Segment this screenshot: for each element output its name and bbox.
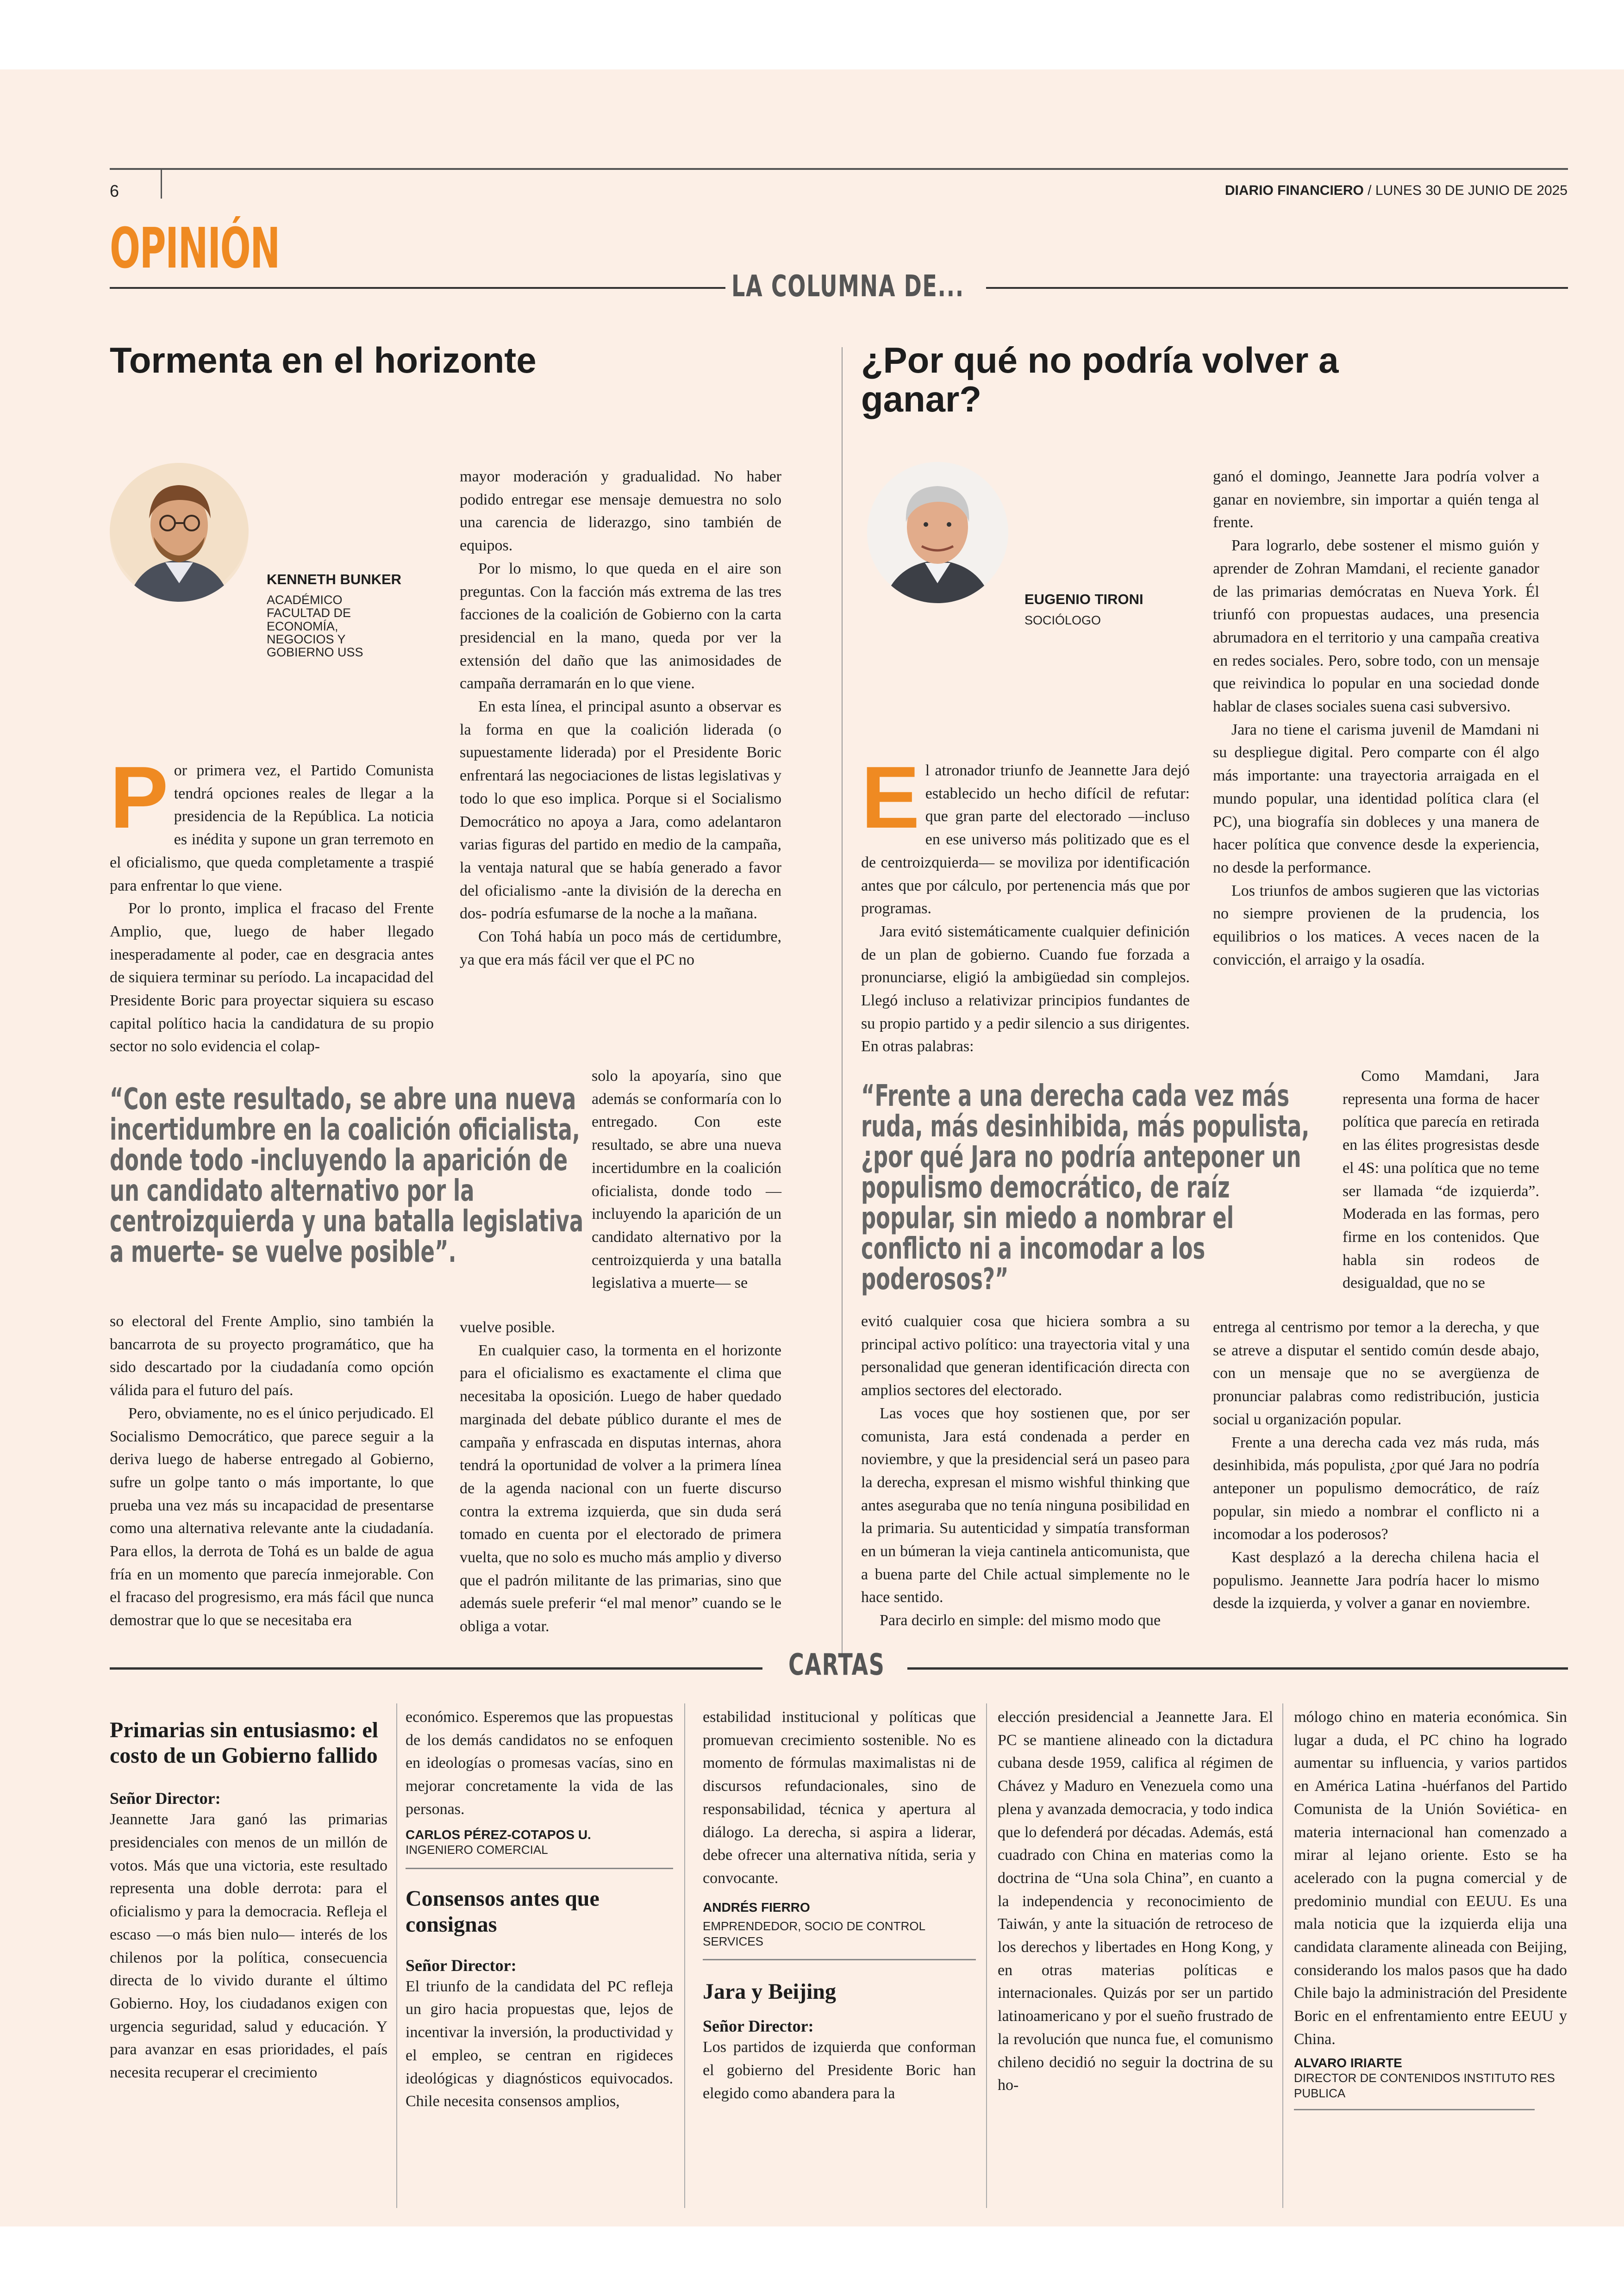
left-col2-bottom: [460, 1316, 781, 1638]
right-paragraph: Las voces que hoy sostienen que, por ser comunista, Jara está condenada a perder en noviembre, y que la presidencial será un paseo para la derecha, expresan el mismo wishful thinking que antes aseguraba que no tenía ninguna posibilidad en la primaria. Su autenticidad y simpatía transforman en un búmeran la vieja cantinela anticomunista, que a buena parte del Chile actual simplemente no le hace sentido.: [861, 1404, 1190, 1606]
letter-3-body-cont2: mólogo chino en materia económica. Sin lugar a duda, el PC chino ha logrado aumentar su influencia, y varios partidos en América Latina -huérfanos del Partido Comunista de la Unión Soviética- en materia internacional han comenzado a mirar al lejano oriente. Esto se ha acelerado con la pugna comercial y de predominio mundial con EEUU. Es una mala noticia que la izquierda elija una candidata claramente alineada con Beijing, considerando los malos pasos que ha dado Chile bajo la administración del Presidente Boric en el enfrentamiento entre EEUU y China.: [1294, 1709, 1567, 2048]
masthead-date: LUNES 30 DE JUNIO DE 2025: [1375, 183, 1568, 198]
left-headline: Tormenta en el horizonte: [110, 340, 537, 380]
section-title: OPINIÓN: [110, 217, 280, 281]
column-header-rule-right: [986, 287, 1568, 289]
letter-3-signature-role: DIRECTOR DE CONTENIDOS INSTITUTO RES PUBLICA: [1294, 2070, 1555, 2101]
letter-1-body-cont: económico. Esperemos que las propuestas de los demás candidatos no se enfoquen en ideologías o promesas vacías, sino en mejorar concretamente la vida de las personas.: [406, 1709, 673, 1818]
right-author-role: SOCIÓLOGO: [1024, 613, 1101, 627]
letter-2-signature-role: EMPRENDEDOR, SOCIO DE CONTROL SERVICES: [703, 1919, 925, 1949]
top-rule: [110, 168, 1568, 170]
newspaper-page: [0, 69, 1624, 2226]
page-number: 6: [110, 181, 119, 200]
left-paragraph: mayor moderación y gradualidad. No haber podido entregar ese mensaje demuestra no solo una carencia de liderazgo, sino también de equipos.: [460, 468, 781, 555]
right-paragraph: Kast desplazó a la derecha chilena hacia el populismo. Jeannette Jara podría hacer lo mismo desde la izquierda, y volver a ganar en noviembre.: [1213, 1549, 1539, 1612]
right-paragraph: entrega al centrismo por temor a la derecha, y que se atreve a disputar el sentido común desde abajo, con un mensaje que no se avergüenza de pronunciar palabras como redistribución, justicia social u organización popular.: [1213, 1319, 1539, 1428]
left-author-role: ACADÉMICO FACULTAD DE ECONOMÍA, NEGOCIOS Y GOBIERNO USS: [267, 593, 363, 660]
left-paragraph: Con Tohá había un poco más de certidumbre, ya que era más fácil ver que el PC no: [460, 928, 781, 968]
right-paragraph: Los triunfos de ambos sugieren que las victorias no siempre provienen de la prudencia, los equilibrios o los matices. A veces nacen de la convicción, el arraigo y la osadía.: [1213, 882, 1539, 968]
right-paragraph: Frente a una derecha cada vez más ruda, más desinhibida, más populista, ¿por qué Jara no podría anteponer un populismo democrático, de raíz popular, sin miedo a nombrar el conflicto ni a incomodar a los poderosos?: [1213, 1434, 1539, 1543]
masthead: DIARIO FINANCIERO / LUNES 30 DE JUNIO DE 2025: [1224, 183, 1568, 198]
left-paragraph: En cualquier caso, la tormenta en el horizonte para el oficialismo es exactamente el clima que necesitaba la oposición. Luego de haber quedado marginada del debate público durante el mes de campaña y enfrascada en disputas internas, ahora tendrá la oportunidad de volver a la primera línea de la agenda nacional con un fuerte discurso contra la extrema izquierda, que sin duda será tomado en cuenta por el electorado de primera vuelta, que no solo es mucho más amplio y diverso que el padrón militante de las primarias, sino que además suele preferir “el mal menor” cuando se le obliga a votar.: [460, 1341, 781, 1635]
left-col2-narrow: [592, 1065, 781, 1295]
letter-2-title: Consensos antes que consignas: [406, 1886, 600, 1937]
right-pullquote: “Frente a una derecha cada vez más ruda, más desinhibida, más populista, ¿por qué Jara no podría anteponer un populismo democrático, de raíz popular, sin miedo a nombrar el conflicto ni a incomodar a los poderosos?”: [861, 1079, 1310, 1297]
right-col2-top: [1213, 465, 1539, 971]
left-paragraph: or primera vez, el Partido Comunista tendrá opciones reales de llegar a la presidencia de la República. La noticia es inédita y supone un gran terremoto en el oficialismo, que queda completamente a traspié para enfrentar lo que viene.: [110, 762, 434, 894]
letters-divider-2: [684, 1703, 685, 2208]
author-photo-bunker: [110, 463, 249, 602]
letter-3-title: Jara y Beijing: [703, 1979, 836, 2004]
letter-separator: [1294, 2109, 1535, 2110]
left-col1-top: [110, 748, 434, 1058]
right-headline: ¿Por qué no podría volver a ganar?: [861, 340, 1339, 420]
letter-2-continued: [703, 1706, 976, 2105]
right-col2-bottom: [1213, 1316, 1539, 1615]
masthead-name: DIARIO FINANCIERO: [1224, 183, 1364, 198]
letter-1-continued: [406, 1706, 673, 2113]
letter-1: [110, 1717, 387, 2084]
article-divider: [842, 347, 843, 1657]
right-paragraph: Como Mamdani, Jara representa una forma de hacer política que parecía en retirada en las élites progresistas desde el 4S: una política que no teme ser llamada “de izquierda”. Moderada en las formas, pero firme en los contenidos. Que habla sin rodeos de desigualdad, que no se: [1343, 1067, 1539, 1292]
letter-2-salutation: Señor Director:: [406, 1956, 517, 1975]
left-paragraph: vuelve posible.: [460, 1319, 555, 1336]
left-dropcap: P: [110, 748, 169, 847]
letter-1-body: Jeannette Jara ganó las primarias presidenciales con menos de un millón de votos. Más que una victoria, este resultado representa una doble derrota: para el oficialismo y para la democracia. Refleja el escaso —o más bien nulo— interés de los chilenos por la política, consecuencia directa de lo vivido durante el último Gobierno. Hoy, los ciudadanos exigen con urgencia seguridad, salud y educación. Y para avanzar en esas prioridades, el país necesita recuperar el crecimiento: [110, 1811, 387, 2082]
letter-1-signature: CARLOS PÉREZ-COTAPOS U.: [406, 1827, 591, 1842]
letters-divider-4: [1282, 1703, 1283, 2208]
letters-divider-1: [396, 1703, 397, 2208]
right-paragraph: ganó el domingo, Jeannette Jara podría volver a ganar en noviembre, sin importar a quién tenga al frente.: [1213, 468, 1539, 531]
right-author-name: EUGENIO TIRONI: [1024, 591, 1143, 607]
letter-1-signature-role: INGENIERO COMERCIAL: [406, 1842, 548, 1857]
left-paragraph: Pero, obviamente, no es el único perjudicado. El Socialismo Democrático, que parece seguir a la deriva luego de haberse entregado al Gobierno, sufre un golpe tanto o más importante, lo que prueba una vez más su incapacidad de presentarse como una alternativa relevante ante la ciudadanía. Para ellos, la derrota de Tohá es un balde de agua fría en un momento que parecía inmejorable. Con el fracaso del progresismo, era más fácil que nunca demostrar que lo que se necesitaba era: [110, 1404, 434, 1629]
right-paragraph: evitó cualquier cosa que hiciera sombra a su principal activo político: una trayectoria vital y una personalidad que generan identificación directa con amplios sectores del electorado.: [861, 1313, 1190, 1399]
page-number-divider: [161, 170, 162, 199]
right-col1-top: [861, 748, 1190, 1058]
letter-3-continued: [998, 1706, 1273, 2097]
left-paragraph: solo la apoyaría, sino que además se conformaría con lo entregado. Con este resultado, se abre una nueva incertidumbre en la coalición oficialista, donde todo —incluyendo la aparición de un candidato alternativo por la centroizquierda y una batalla legislativa a muerte— se: [592, 1067, 781, 1292]
left-paragraph: Por lo pronto, implica el fracaso del Frente Amplio, que, luego de haber llegado inesperadamente al poder, cae en desgracia antes de siquiera terminar su período. La incapacidad del Presidente Boric para proyectar siquiera su escaso capital político hacia la candidatura de su propio sector no solo evidencia el colap-: [110, 900, 434, 1055]
letter-separator: [703, 1959, 976, 1960]
left-col2-top: [460, 465, 781, 971]
letter-2-body-cont: estabilidad institucional y políticas que promuevan crecimiento sostenible. No es momento de fórmulas maximalistas ni de discursos refundacionales, sino de responsabilidad, técnica y apertura al diálogo. La derecha, si aspira a liderar, debe ofrecer una alternativa nítida, seria y convocante.: [703, 1709, 976, 1887]
letter-3-end: [1294, 1706, 1567, 2110]
left-pullquote: “Con este resultado, se abre una nueva incertidumbre en la coalición oficialista, donde todo -incluyendo la aparición de un candidato alternativo por la centroizquierda y una batalla legislativa a muerte- se vuelve posible”.: [110, 1082, 584, 1269]
left-col1-bottom: [110, 1310, 434, 1632]
column-header-rule-left: [110, 287, 725, 289]
left-paragraph: En esta línea, el principal asunto a observar es la forma en que la coalición liderada (o supuestamente liderada) por el Presidente Boric enfrentará las negociaciones de listas legislativas y todo lo que eso implica. Porque si el Socialismo Democrático no apoya a Jara, como adelantaron varias figuras del partido en medio de la campaña, la ventaja natural que se había generado a favor del oficialismo -ante la división de la derecha en dos- podría esfumarse de la noche a la mañana.: [460, 698, 781, 923]
right-dropcap: E: [861, 748, 920, 847]
author-photo-tironi: [867, 462, 1008, 603]
cartas-header: CARTAS: [788, 1648, 885, 1682]
right-paragraph: Jara evitó sistemáticamente cualquier definición de un plan de gobierno. Cuando fue forzada a pronunciarse, eligió la ambigüedad sin complejos. Llegó incluso a relativizar principios fundantes de su propio partido y a pedir silencio a sus dirigentes. En otras palabras:: [861, 923, 1190, 1055]
cartas-rule-left: [110, 1667, 762, 1670]
right-col1-bottom: [861, 1310, 1190, 1632]
letter-1-salutation: Señor Director:: [110, 1789, 221, 1808]
left-paragraph: Por lo mismo, lo que queda en el aire son preguntas. Con la facción más extrema de las tres facciones de la coalición de Gobierno con la carta presidencial en la mano, queda por ver la extensión del daño que las animosidades de campaña derramarán en lo que viene.: [460, 560, 781, 692]
right-paragraph: Jara no tiene el carisma juvenil de Mamdani ni su despliegue digital. Pero comparte con él algo más importante: una trayectoria arraigada en el mundo popular, una identidad política clara (el PC), una biografía sin dobleces y una manera de hacer política que convence desde la experiencia, no desde la performance.: [1213, 721, 1539, 876]
cartas-rule-right: [907, 1667, 1568, 1670]
letter-1-title: Primarias sin entusiasmo: el costo de un Gobierno fallido: [110, 1718, 378, 1768]
letter-3-body: Los partidos de izquierda que conforman el gobierno del Presidente Boric han elegido como abandera para la: [703, 2039, 976, 2102]
letter-2-body: El triunfo de la candidata del PC refleja un giro hacia propuestas que, lejos de incentivar la inversión, la productividad y el empleo, se centran en rigideces ideológicas y diagnósticos equivocados. Chile necesita consensos amplios,: [406, 1977, 673, 2110]
letter-3-body-cont: elección presidencial a Jeannette Jara. El PC se mantiene alineado con la dictadura cubana desde 1959, califica al régimen de Chávez y Maduro en Venezuela como una plena y avanzada democracia, y todo indica que lo defenderá por décadas. Además, está cuadrado con China en materias como la doctrina de “Una sola China”, en cuanto a la independencia y reconocimiento de Taiwán, y ante la situación de retroceso de los derechos y libertades en Hong Kong, y en otras materias políticas e internacionales. Quizás por ser un partido latinoamericano y por el sueño frustrado de la revolución que nunca fue, el comunismo chileno decidió no seguir la doctrina de su ho-: [998, 1709, 1273, 2094]
column-header: LA COLUMNA DE...: [731, 269, 964, 304]
letter-2-signature: ANDRÉS FIERRO: [703, 1900, 810, 1915]
right-col2-narrow: [1343, 1065, 1539, 1295]
left-paragraph: so electoral del Frente Amplio, sino también la bancarrota de su proyecto programático, que ha sido descartado por la ciudadanía como opción válida para el futuro del país.: [110, 1313, 434, 1399]
left-author-name: KENNETH BUNKER: [267, 571, 402, 587]
right-paragraph: l atronador triunfo de Jeannette Jara dejó establecido un hecho difícil de refutar: que gran parte del electorado —incluso en ese universo más politizado que es el de centroizquierda— se moviliza por identificación antes que por cálculo, por pertenencia más que por programas.: [861, 762, 1190, 917]
letter-3-salutation: Señor Director:: [703, 2017, 814, 2036]
letter-3-signature: ALVARO IRIARTE: [1294, 2055, 1402, 2070]
letters-divider-3: [986, 1703, 987, 2208]
right-paragraph: Para lograrlo, debe sostener el mismo guión y aprender de Zohran Mamdani, el reciente ganador de las primarias demócratas en Nueva York. Él triunfó con propuestas audaces, una presencia abrumadora en el territorio y una campaña creativa en redes sociales. Pero, sobre todo, con un mensaje que reivindica lo popular en una sociedad donde hablar de clases sociales suena casi subversivo.: [1213, 537, 1539, 716]
letter-separator: [406, 1868, 673, 1869]
right-paragraph: Para decirlo en simple: del mismo modo que: [880, 1612, 1161, 1629]
